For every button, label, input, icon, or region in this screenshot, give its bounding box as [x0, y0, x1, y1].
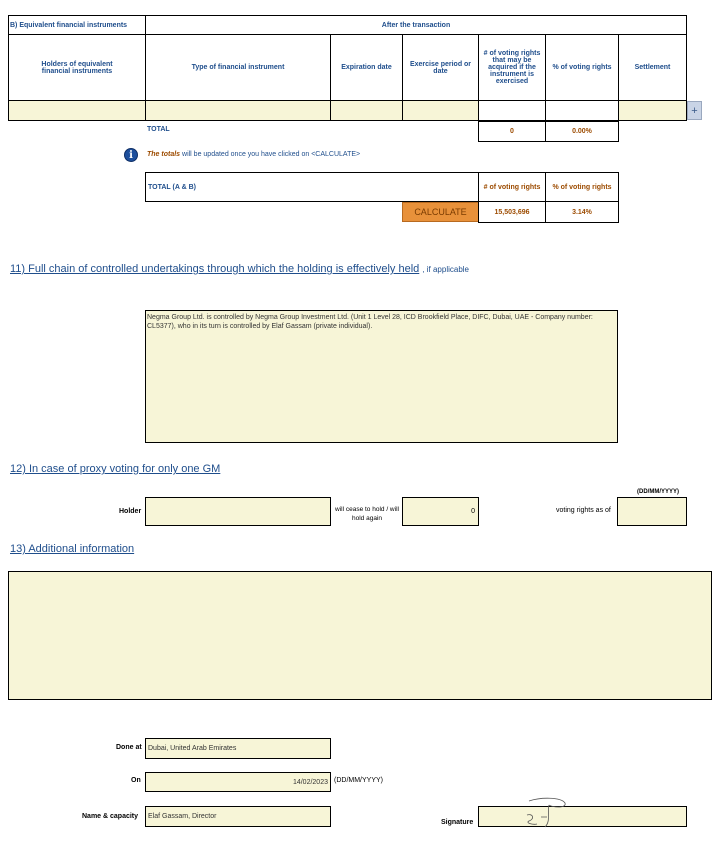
- settlement-input[interactable]: [618, 100, 687, 121]
- name-capacity-input[interactable]: Elaf Gassam, Director: [145, 806, 331, 827]
- exercise-input[interactable]: [402, 100, 479, 121]
- date-format-hint: (DD/MM/YYYY): [637, 489, 679, 495]
- col-exercise-header: Exercise period or date: [402, 34, 479, 101]
- col-type-header: Type of financial instrument: [145, 34, 331, 101]
- calculate-button[interactable]: CALCULATE: [402, 202, 479, 222]
- total-ab-pct-header: % of voting rights: [545, 172, 619, 202]
- signature-scribble: [521, 797, 571, 829]
- col-expiration-header: Expiration date: [330, 34, 403, 101]
- voting-rights-input[interactable]: 0: [402, 497, 479, 526]
- add-row-button[interactable]: [687, 101, 702, 120]
- on-label: On: [131, 777, 141, 784]
- name-capacity-label: Name & capacity: [82, 813, 139, 820]
- section-11-title: 11) Full chain of controlled undertakings through which the holding is effectively held , if applicable: [10, 263, 469, 275]
- cease-label: will cease to hold / will hold again: [335, 506, 399, 522]
- done-at-input[interactable]: Dubai, United Arab Emirates: [145, 738, 331, 759]
- after-transaction-header: After the transaction: [145, 15, 687, 35]
- section-b-title: B) Equivalent financial instruments: [8, 15, 146, 35]
- section-13-title: 13) Additional information: [10, 543, 135, 555]
- additional-info-textarea[interactable]: [8, 571, 712, 700]
- proxy-date-input[interactable]: [617, 497, 687, 526]
- done-at-label: Done at: [116, 744, 142, 751]
- pct-value: [545, 100, 619, 121]
- date-input[interactable]: 14/02/2023: [145, 772, 331, 792]
- total-label: TOTAL: [147, 126, 170, 133]
- date-format-label: (DD/MM/YYYY): [334, 777, 383, 784]
- total-pct: 0.00%: [545, 121, 619, 142]
- voting-rights-value: [478, 100, 546, 121]
- type-input[interactable]: [145, 100, 331, 121]
- total-ab-label: TOTAL (A & B): [145, 172, 479, 202]
- expiration-input[interactable]: [330, 100, 403, 121]
- signature-label: Signature: [441, 819, 474, 826]
- chain-textarea[interactable]: Negma Group Ltd. is controlled by Negma Group Investment Ltd. (Unit 1 Level 28, ICD Brookfield Place, DIFC, Dubai, UAE - Company number: CL5377), who in its turn is controlled by Elaf Gassam (private individual).: [145, 310, 618, 443]
- info-note: The totals will be updated once you have clicked on <CALCULATE>: [147, 151, 361, 158]
- section-12-title: 12) In case of proxy voting for only one GM: [10, 463, 221, 475]
- signature-field[interactable]: [478, 806, 687, 827]
- holder-label: Holder: [119, 508, 142, 515]
- col-holders-header: Holders of equivalent financial instruments: [8, 34, 146, 101]
- col-settlement-header: Settlement: [618, 34, 687, 101]
- holders-input[interactable]: [8, 100, 146, 121]
- total-ab-pct: 3.14%: [545, 201, 619, 223]
- plus-icon: +: [691, 104, 698, 117]
- holder-input[interactable]: [145, 497, 331, 526]
- col-voting-header: # of voting rights that may be acquired if the instrument is exercised: [478, 34, 546, 101]
- voting-as-of-label: voting rights as of: [556, 507, 611, 514]
- total-voting-rights: 0: [478, 121, 546, 142]
- total-ab-voting: 15,503,696: [478, 201, 546, 223]
- info-icon: i: [124, 148, 138, 162]
- total-ab-voting-header: # of voting rights: [478, 172, 546, 202]
- col-pct-header: % of voting rights: [545, 34, 619, 101]
